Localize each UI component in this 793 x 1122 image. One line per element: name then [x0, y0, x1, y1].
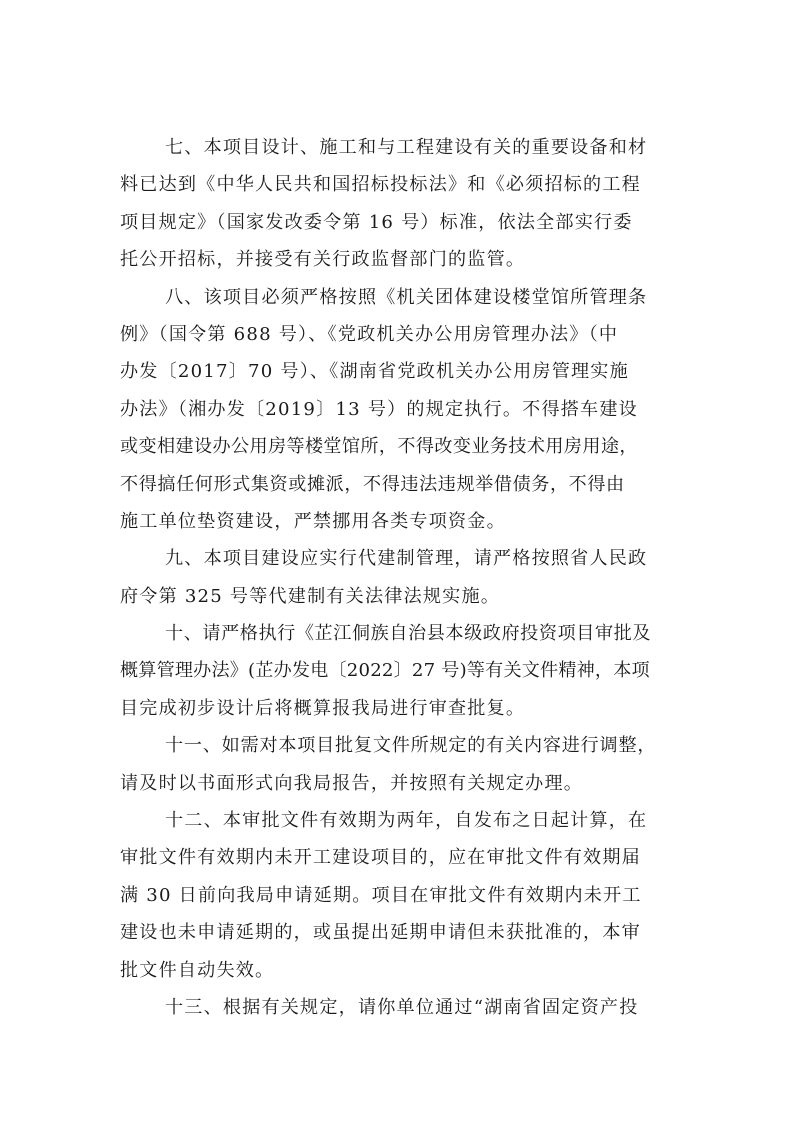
p13-line-1: 十三、根据有关规定，请你单位通过“湖南省固定资产投 — [165, 997, 639, 1018]
p12-line-1: 十二、本审批文件有效期为两年，自发布之日起计算，在 — [165, 810, 648, 831]
p9-line-1: 九、本项目建设应实行代建制管理，请严格按照省人民政 — [165, 548, 648, 569]
p12-line-5: 批文件自动失效。 — [120, 960, 275, 981]
p8-line-7: 施工单位垫资建设，严禁挪用各类专项资金。 — [120, 511, 506, 532]
p12-line-2: 审批文件有效期内未开工建设项目的，应在审批文件有效期届 — [120, 847, 641, 868]
p8-line-4: 办法》（湘办发〔2019〕13 号）的规定执行。不得搭车建设 — [120, 399, 638, 420]
p10-line-2: 概算管理办法》(芷办发电〔2022〕27 号)等有关文件精神，本项 — [120, 660, 650, 681]
p8-line-5: 或变相建设办公用房等楼堂馆所，不得改变业务技术用房用途， — [120, 436, 638, 457]
p8-line-1: 八、该项目必须严格按照《机关团体建设楼堂馆所管理条 — [165, 287, 648, 308]
p8-line-3: 办发〔2017〕70 号）、《湖南省党政机关办公用房管理实施 — [120, 361, 629, 382]
p7-line-4: 托公开招标，并接受有关行政监督部门的监管。 — [120, 249, 526, 270]
p12-line-4: 建设也未申请延期的，或虽提出延期申请但未获批准的，本审 — [120, 922, 641, 943]
p10-line-1: 十、请严格执行《芷江侗族自治县本级政府投资项目审批及 — [165, 623, 652, 644]
p7-line-2: 料已达到《中华人民共和国招标投标法》和《必须招标的工程 — [120, 174, 641, 195]
p8-line-6: 不得搞任何形式集资或摊派，不得违法违规举借债务，不得由 — [120, 474, 625, 495]
p8-line-2: 例》（国令第 688 号）、《党政机关办公用房管理办法》（中 — [120, 324, 619, 345]
p11-line-2: 请及时以书面形式向我局报告，并按照有关规定办理。 — [120, 773, 584, 794]
p11-line-1: 十一、如需对本项目批复文件所规定的有关内容进行调整， — [165, 735, 657, 756]
p10-line-3: 目完成初步设计后将概算报我局进行审查批复。 — [120, 698, 526, 719]
p7-line-1: 七、本项目设计、施工和与工程建设有关的重要设备和材 — [165, 137, 648, 158]
p9-line-2: 府令第 325 号等代建制有关法律法规实施。 — [120, 586, 501, 607]
p12-line-3: 满 30 日前向我局申请延期。项目在审批文件有效期内未开工 — [120, 885, 642, 906]
p7-line-3: 项目规定》（国家发改委令第 16 号）标准，依法全部实行委 — [120, 212, 633, 233]
